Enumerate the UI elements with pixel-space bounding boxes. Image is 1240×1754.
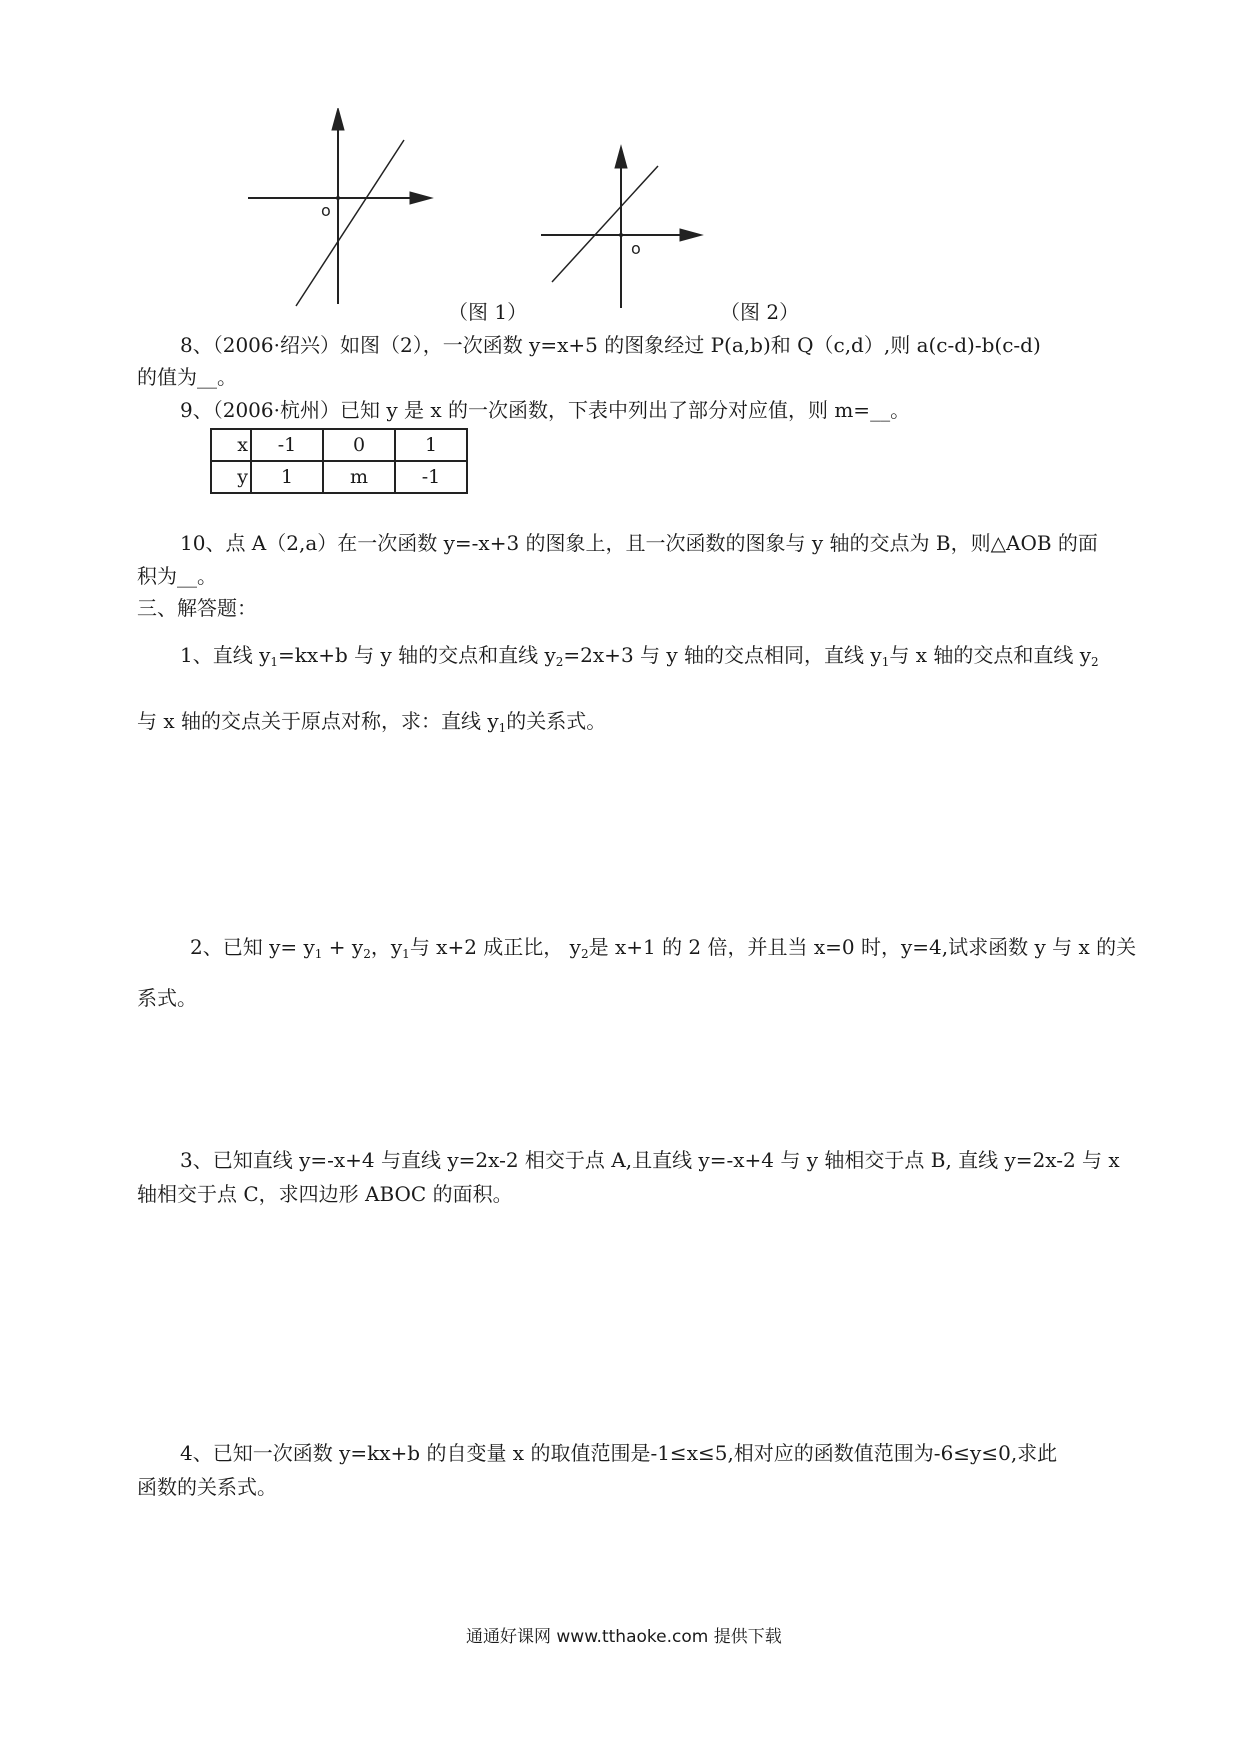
graph-line xyxy=(552,166,658,282)
figure-1-caption: （图 1） xyxy=(448,300,528,324)
text: =kx+b 与 y 轴的交点和直线 y xyxy=(278,643,556,667)
problem-3-line-1: 3、已知直线 y=-x+4 与直线 y=2x-2 相交于点 A,且直线 y=-x+4 与 y 轴相交于点 B, 直线 y=2x-2 与 x xyxy=(180,1148,1120,1172)
question-8-line-1: 8、（2006·绍兴）如图（2），一次函数 y=x+5 的图象经过 P(a,b)和 Q（c,d）,则 a(c-d)-b(c-d) xyxy=(180,333,1041,357)
subscript: 2 xyxy=(555,655,564,669)
text: =2x+3 与 y 轴的交点相同，直线 y xyxy=(563,643,882,667)
subscript: 2 xyxy=(1091,655,1099,669)
subscript: 1 xyxy=(314,947,323,961)
subscript: 2 xyxy=(580,947,589,961)
problem-3-line-2: 轴相交于点 C，求四边形 ABOC 的面积。 xyxy=(137,1182,513,1206)
subscript: 1 xyxy=(402,947,410,961)
question-10-line-1: 10、点 A（2,a）在一次函数 y=-x+3 的图象上，且一次函数的图象与 y 轴的交点为 B，则△AOB 的面 xyxy=(180,531,1098,555)
problem-2-line-2: 系式。 xyxy=(137,986,197,1010)
section-heading: 三、解答题： xyxy=(137,596,257,620)
text: 与 x+2 成正比， y xyxy=(409,935,581,959)
text: 与 x 轴的交点和直线 y xyxy=(889,643,1091,667)
graph-line xyxy=(296,140,404,306)
subscript: 1 xyxy=(498,721,507,735)
table-cell: y xyxy=(211,461,251,493)
table-cell: 0 xyxy=(323,429,395,461)
y-axis-arrow xyxy=(332,108,344,130)
text: 是 x+1 的 2 倍，并且当 x=0 时，y=4,试求函数 y 与 x 的关 xyxy=(588,935,1137,959)
table-row-x xyxy=(211,429,467,461)
table-cell: 1 xyxy=(251,461,323,493)
question-8-line-2: 的值为__。 xyxy=(137,365,237,389)
text: 的关系式。 xyxy=(506,709,607,733)
value-table xyxy=(210,428,468,494)
origin-point xyxy=(619,233,623,237)
y-axis-arrow xyxy=(615,146,627,168)
origin-point xyxy=(336,196,340,200)
x-axis-arrow xyxy=(410,192,432,204)
subscript: 1 xyxy=(881,655,890,669)
question-9-text: 9、（2006·杭州）已知 y 是 x 的一次函数，下表中列出了部分对应值，则 m=__。 xyxy=(180,398,911,422)
x-axis-arrow xyxy=(680,229,702,241)
problem-4-line-1: 4、已知一次函数 y=kx+b 的自变量 x 的取值范围是-1≤x≤5,相对应的函数值范围为-6≤y≤0,求此 xyxy=(180,1441,1058,1465)
problem-2-line-1 xyxy=(190,937,1136,960)
figure-2-caption: （图 2） xyxy=(720,300,800,324)
text: 与 x 轴的交点关于原点对称，求：直线 y xyxy=(137,709,499,733)
table-cell: x xyxy=(211,429,251,461)
text: ，y xyxy=(370,935,403,959)
question-10-line-2: 积为__。 xyxy=(137,564,217,588)
table-cell: 1 xyxy=(395,429,467,461)
text: 2、已知 y= y xyxy=(190,935,315,959)
figure-1-graph xyxy=(240,108,440,308)
subscript: 1 xyxy=(270,655,279,669)
problem-1-line-1 xyxy=(180,645,1099,668)
text: 1、直线 y xyxy=(180,643,271,667)
problem-4-line-2: 函数的关系式。 xyxy=(137,1475,277,1499)
table-cell: -1 xyxy=(251,429,323,461)
origin-label: o xyxy=(631,239,641,258)
table-cell: m xyxy=(323,461,395,493)
text: + y xyxy=(322,935,364,959)
table-cell: -1 xyxy=(395,461,467,493)
subscript: 2 xyxy=(363,947,371,961)
footer-text: 通通好课网 www.tthaoke.com 提供下载 xyxy=(466,1627,782,1647)
problem-1-line-2 xyxy=(137,711,606,734)
origin-label: o xyxy=(321,201,331,220)
table-row-y xyxy=(211,461,467,493)
figure-2-graph xyxy=(538,144,708,310)
